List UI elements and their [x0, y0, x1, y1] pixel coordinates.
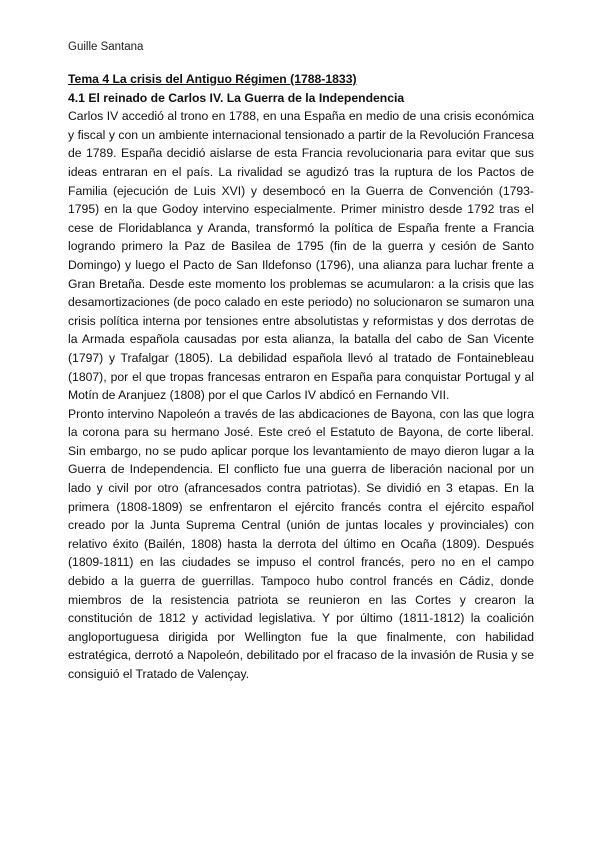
paragraph-2: Pronto intervino Napoleón a través de las abdicaciones de Bayona, con las que logra la corona para su hermano José. Este creó el Estatuto de Bayona, de corte liberal. Sin embargo, no se pudo aplicar porque los levantamiento de mayo dieron lugar a la Guerra de Independencia. El conflicto fue una guerra de liberación nacional por un lado y civil por otro (afrancesados contra patriotas). Se dividió en 3 etapas. En la primera (1808-1809) se enfrentaron el ejército francés contra el ejército español creado por la Junta Suprema Central (unión de juntas locales y provinciales) con relativo éxito (Bailén, 1808) hasta la derrota del último en Ocaña (1809). Después (1809-1811) en las ciudades se impuso el control francés, pero no en el campo debido a la guerra de guerrillas. Tampoco hubo control francés en Cádiz, donde miembros de la resistencia patriota se reunieron en las Cortes y crearon la constitución de 1812 y actividad legislativa. Y por último (1811-1812) la coalición angloportuguesa dirigida por Wellington fue la que finalmente, con habilidad estratégica, derrotó a Napoleón, debilitado por el fracaso de la invasión de Rusia y se consiguió el Tratado de Valençay. [68, 406, 534, 681]
author-name: Guille Santana [68, 41, 144, 53]
section-heading: 4.1 El reinado de Carlos IV. La Guerra de la Independencia [68, 90, 405, 105]
document-body [68, 70, 534, 684]
paragraph-1: Carlos IV accedió al trono en 1788, en una España en medio de una crisis económica y fiscal y con un ambiente internacional tensionado a partir de la Revolución Francesa de 1789. España decidió aislarse de esta Francia revolucionaria para evitar que sus ideas entraran en el país. La rivalidad se agudizó tras la ruptura de los Pactos de Familia (ejecución de Luis XVI) y desembocó en la Guerra de Convención (1793-1795) en la que Godoy intervino especialmente. Primer ministro desde 1792 tras el cese de Floridablanca y Aranda, transformó la política de España frente a Francia logrando primero la Paz de Basilea de 1795 (fin de la guerra y cesión de Santo Domingo) y luego el Pacto de San Ildefonso (1796), una alianza para luchar frente a Gran Bretaña. Desde este momento los problemas se acumularon: a la crisis que las desamortizaciones (de poco calado en este periodo) no solucionaron se sumaron una crisis política interna por tensiones entre absolutistas y reformistas y dos derrotas de la Armada española causadas por esta alianza, la batalla del cabo de San Vicente (1797) y Trafalgar (1805). La debilidad española llevó al tratado de Fontainebleau (1807), por el que tropas francesas entraron en España para conquistar Portugal y al Motín de Aranjuez (1808) por el que Carlos IV abdicó en Fernando VII. [68, 109, 534, 403]
document-title: Tema 4 La crisis del Antiguo Régimen (1788-1833) [68, 72, 357, 86]
